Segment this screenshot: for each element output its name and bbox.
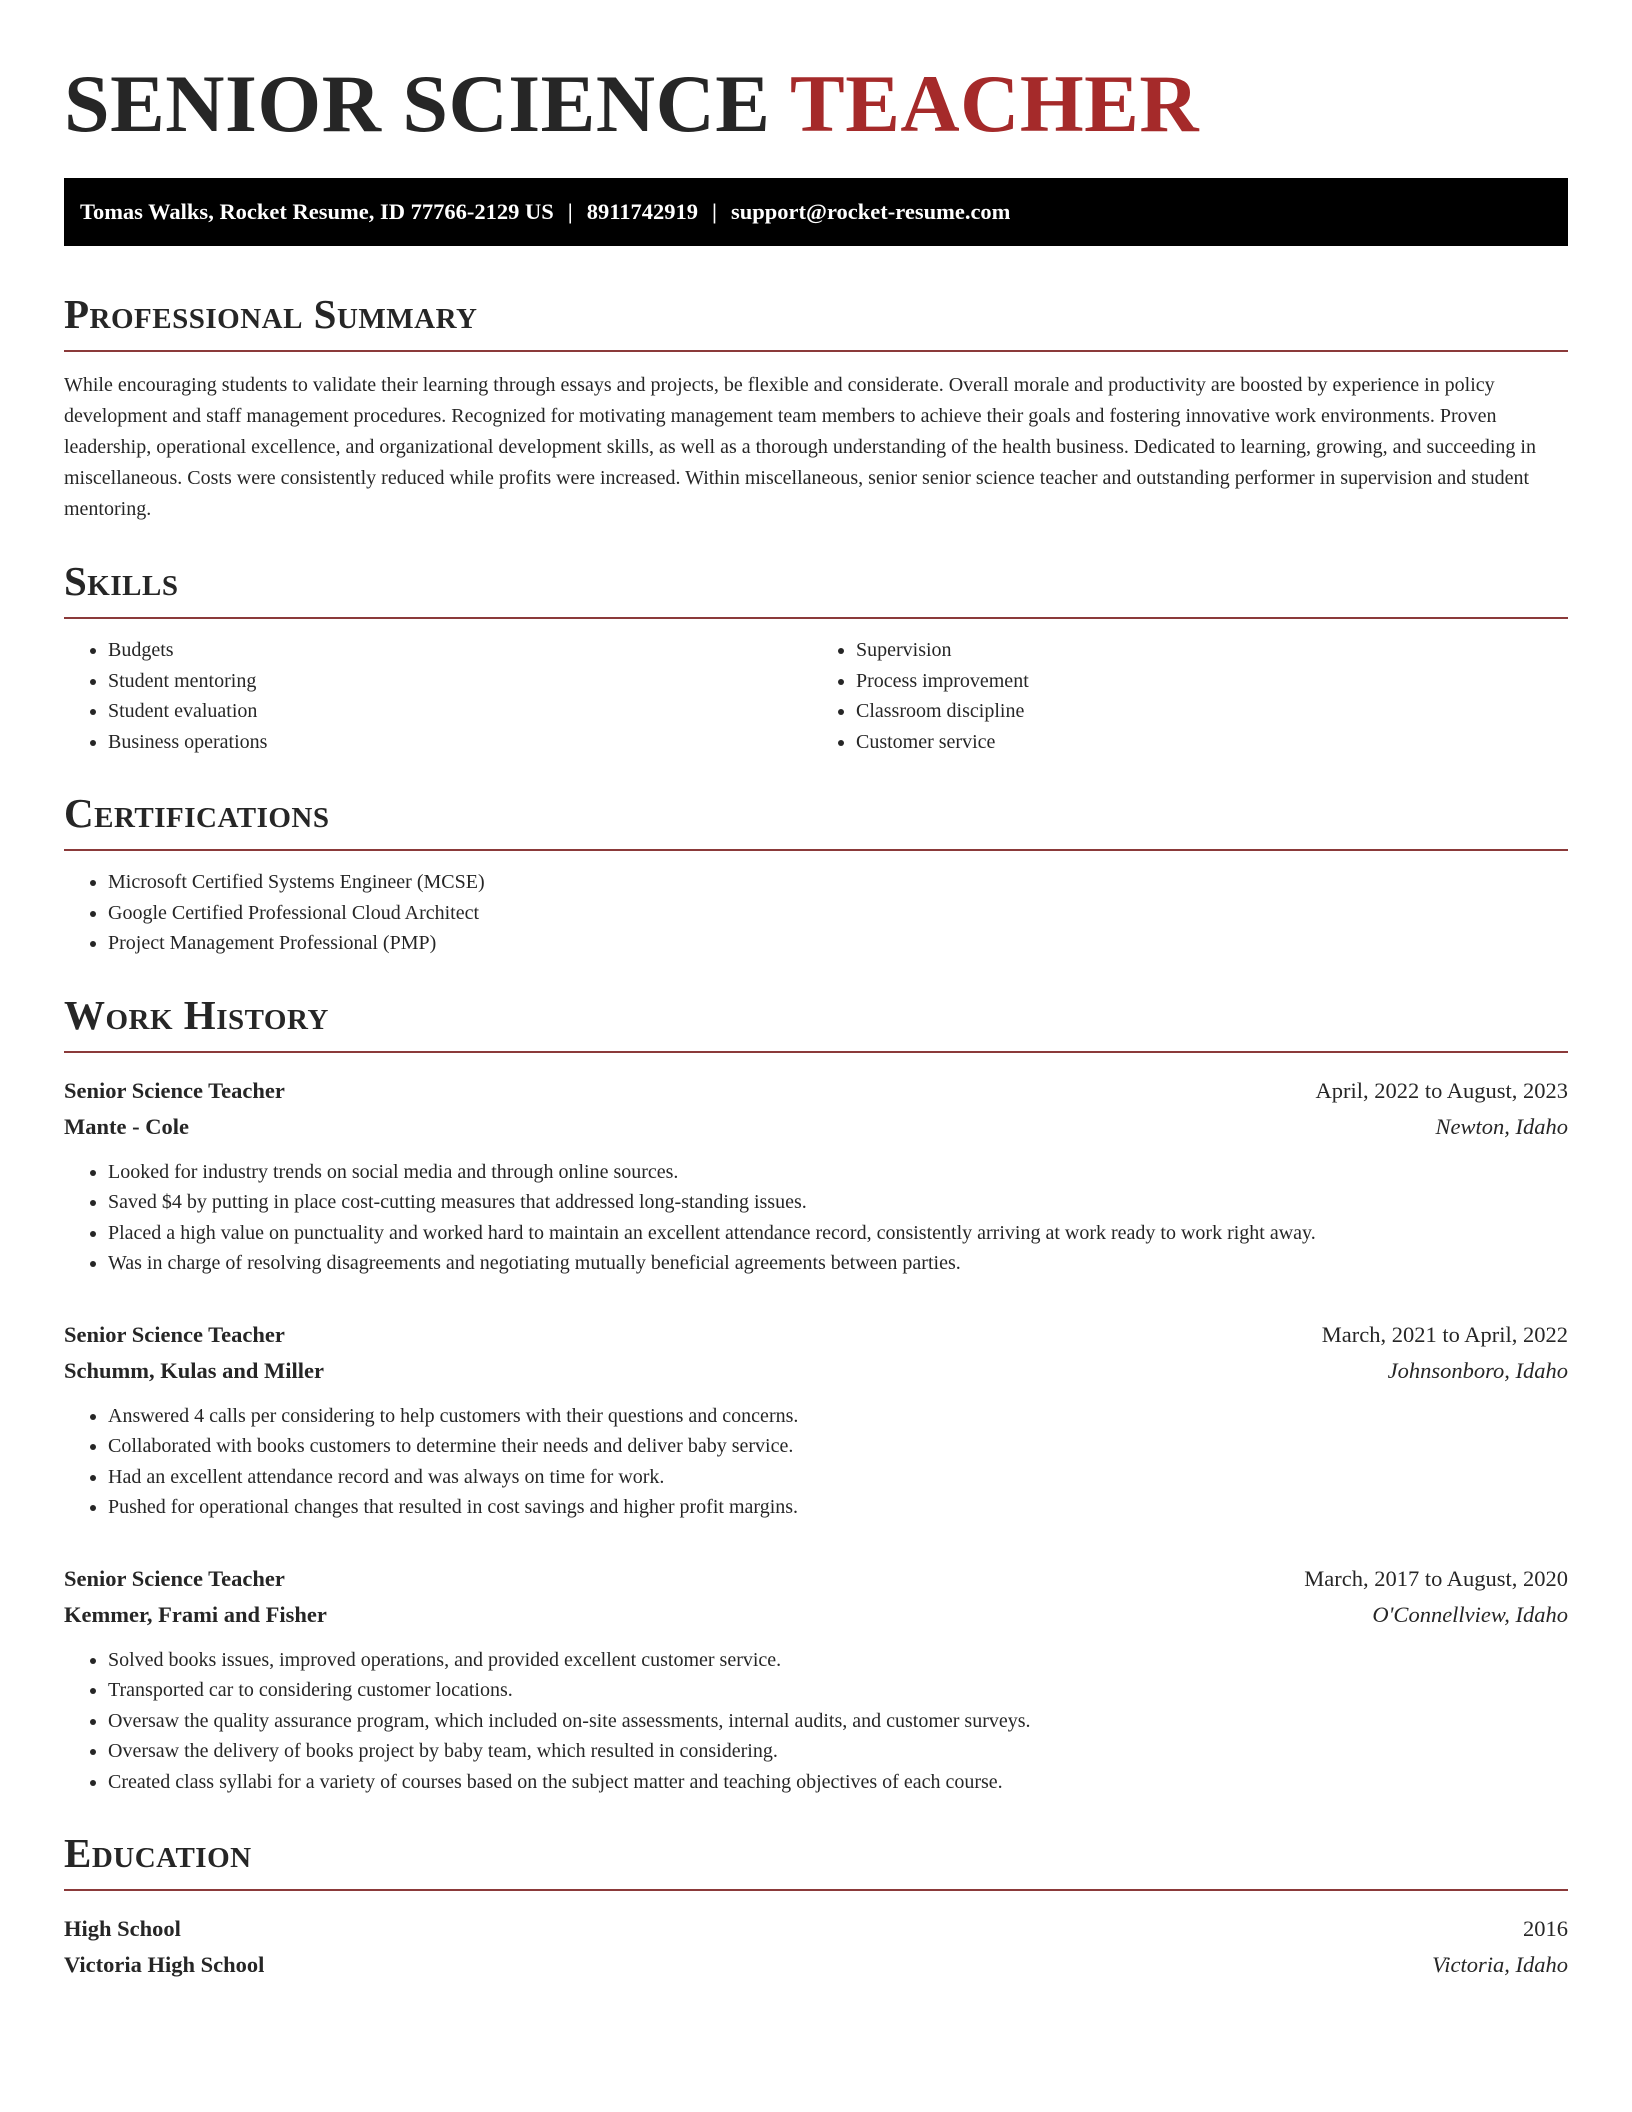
job-bullets — [64, 1157, 1568, 1279]
contact-email: support@rocket-resume.com — [731, 199, 1011, 224]
page-title — [64, 56, 1568, 152]
job-entry — [64, 1073, 1568, 1279]
title-main: SENIOR SCIENCE — [64, 58, 771, 149]
skill-item: • Student mentoring — [108, 666, 820, 697]
skill-item: • Student evaluation — [108, 696, 820, 727]
skills-list-right — [820, 635, 1568, 757]
job-bullet: • Collaborated with books customers to determine their needs and deliver baby service. — [108, 1431, 1568, 1462]
education-section — [64, 1829, 1568, 1983]
skill-item: • Classroom discipline — [856, 696, 1568, 727]
job-company: Mante - Cole — [64, 1113, 189, 1139]
summary-text: While encouraging students to validate their learning through essays and projects, be flexible and considerate. Overall morale and productivity are boosted by experience in policy development and staff management procedures. Recognized for motivating management team members to achieve their goals and fostering innovative work environments. Proven leadership, operational excellence, and organizational development skills, as well as a thorough understanding of the health business. Dedicated to learning, growing, and succeeding in miscellaneous. Costs were consistently reduced while profits were increased. Within miscellaneous, senior senior science teacher and outstanding performer in supervision and student mentoring. — [64, 374, 1536, 520]
contact-bar — [64, 178, 1568, 246]
job-bullet: • Placed a high value on punctuality and worked hard to maintain an excellent attendance record, consistently arriving at work ready to work right away. — [108, 1218, 1568, 1249]
contact-address: Tomas Walks, Rocket Resume, ID 77766-2129 US — [80, 199, 554, 224]
work-history-heading: Work History — [64, 991, 329, 1038]
job-location: Johnsonboro, Idaho — [1387, 1357, 1568, 1383]
job-bullet: • Answered 4 calls per considering to help customers with their questions and concerns. — [108, 1401, 1568, 1432]
job-bullet: • Created class syllabi for a variety of courses based on the subject matter and teaching objectives of each course. — [108, 1767, 1568, 1798]
contact-separator: | — [712, 199, 717, 224]
education-school: Victoria High School — [64, 1952, 265, 1977]
job-bullet: • Had an excellent attendance record and was always on time for work. — [108, 1462, 1568, 1493]
education-location: Victoria, Idaho — [1432, 1952, 1568, 1977]
certifications-list — [64, 867, 1568, 959]
contact-separator: | — [567, 199, 573, 224]
job-bullet: • Oversaw the delivery of books project by baby team, which resulted in considering. — [108, 1736, 1568, 1767]
education-entry — [64, 1911, 1568, 1983]
job-bullet: • Looked for industry trends on social media and through online sources. — [108, 1157, 1568, 1188]
job-location: O'Connellview, Idaho — [1372, 1601, 1568, 1627]
skill-item: • Customer service — [856, 727, 1568, 758]
education-heading: Education — [64, 1830, 252, 1876]
job-entry — [64, 1317, 1568, 1523]
job-dates: April, 2022 to August, 2023 — [1315, 1077, 1568, 1103]
section-divider — [64, 1051, 1568, 1053]
education-degree: High School — [64, 1916, 181, 1941]
certifications-section — [64, 789, 1568, 959]
skill-item: • Budgets — [108, 635, 820, 666]
job-company: Kemmer, Frami and Fisher — [64, 1601, 327, 1627]
skills-section — [64, 557, 1568, 757]
job-title: Senior Science Teacher — [64, 1077, 285, 1103]
skill-item: • Process improvement — [856, 666, 1568, 697]
skill-item: • Business operations — [108, 727, 820, 758]
skills-grid — [64, 619, 1568, 757]
job-bullet: • Oversaw the quality assurance program, which included on-site assessments, internal audits, and customer surveys. — [108, 1706, 1568, 1737]
title-accent: TEACHER — [790, 58, 1200, 149]
skills-heading: Skills — [64, 558, 179, 604]
job-dates: March, 2017 to August, 2020 — [1304, 1565, 1568, 1591]
certification-item: • Microsoft Certified Systems Engineer (MCSE) — [108, 867, 1568, 898]
job-bullet: • Was in charge of resolving disagreements and negotiating mutually beneficial agreements between parties. — [108, 1248, 1568, 1279]
summary-section — [64, 290, 1568, 525]
job-location: Newton, Idaho — [1435, 1113, 1568, 1139]
job-bullet: • Transported car to considering customer locations. — [108, 1675, 1568, 1706]
skill-item: • Supervision — [856, 635, 1568, 666]
certification-item: • Google Certified Professional Cloud Architect — [108, 898, 1568, 929]
job-dates: March, 2021 to April, 2022 — [1321, 1321, 1568, 1347]
certification-item: • Project Management Professional (PMP) — [108, 928, 1568, 959]
job-bullet: • Pushed for operational changes that resulted in cost savings and higher profit margins. — [108, 1492, 1568, 1523]
job-title: Senior Science Teacher — [64, 1565, 285, 1591]
job-entry — [64, 1561, 1568, 1798]
job-bullet: • Solved books issues, improved operations, and provided excellent customer service. — [108, 1645, 1568, 1676]
job-bullets — [64, 1645, 1568, 1798]
job-title: Senior Science Teacher — [64, 1321, 285, 1347]
contact-phone: 8911742919 — [586, 199, 699, 224]
certifications-heading: Certifications — [64, 790, 330, 836]
section-divider — [64, 350, 1568, 352]
work-history-section — [64, 991, 1568, 1798]
skills-list-left — [64, 635, 820, 757]
education-year: 2016 — [1523, 1916, 1568, 1941]
summary-heading: Professional Summary — [64, 291, 478, 337]
job-company: Schumm, Kulas and Miller — [64, 1357, 325, 1383]
job-bullet: • Saved $4 by putting in place cost-cutting measures that addressed long-standing issues. — [108, 1187, 1568, 1218]
section-divider — [64, 1889, 1568, 1891]
section-divider — [64, 849, 1568, 851]
job-bullets — [64, 1401, 1568, 1523]
